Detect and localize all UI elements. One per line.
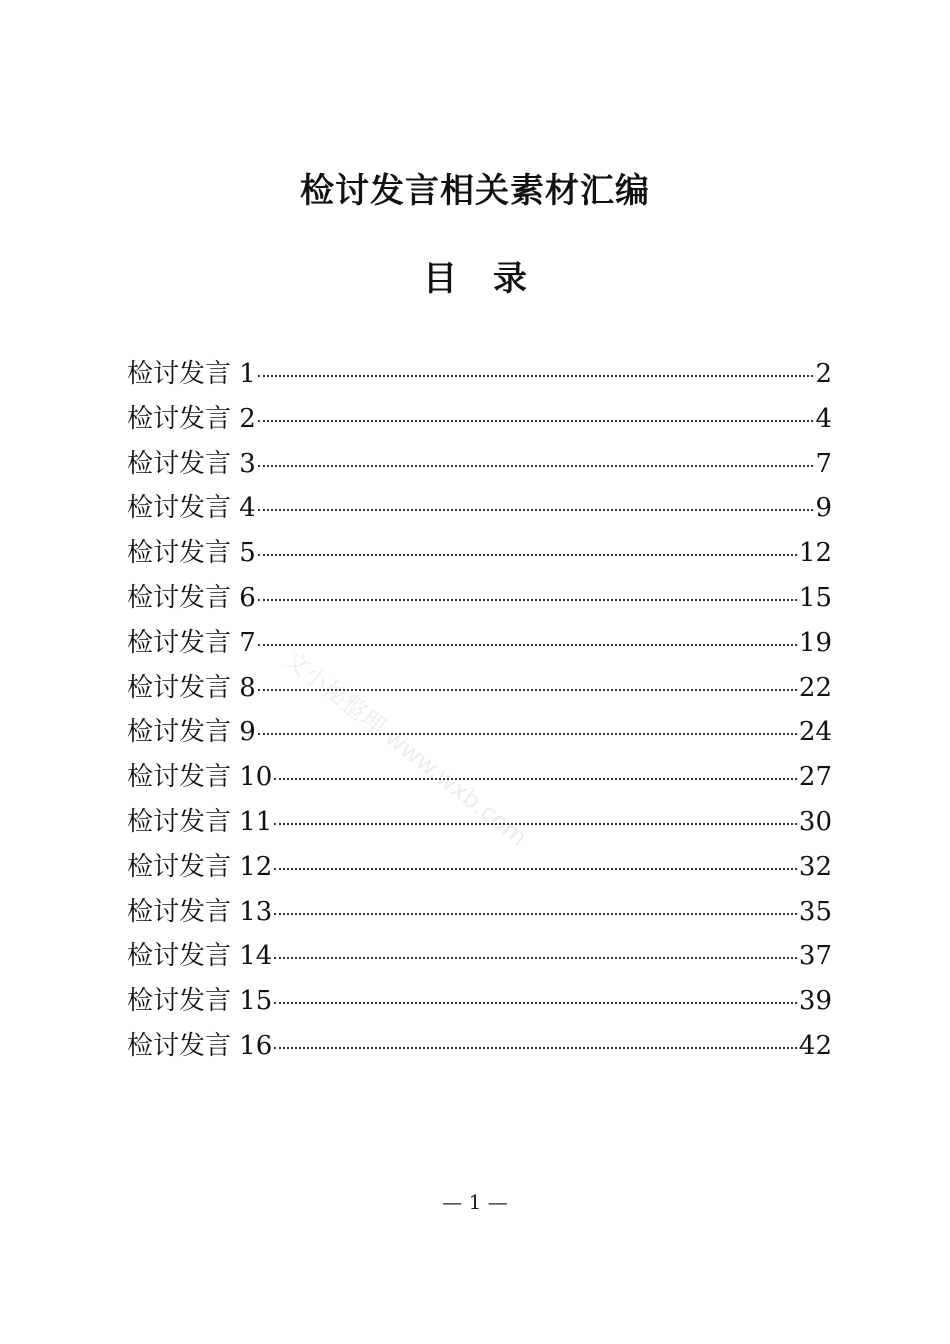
toc-entry[interactable] [127,352,832,397]
toc-entry-page: 39 [798,986,832,1017]
toc-entry-label: 检讨发言 9 [127,717,256,748]
toc-entry[interactable] [127,531,832,576]
toc-entry[interactable] [127,800,832,845]
toc-entry[interactable] [127,710,832,755]
toc-leader-dots [258,689,797,691]
toc-leader-dots [274,957,797,959]
toc-entry[interactable] [127,845,832,890]
toc-entry[interactable] [127,397,832,442]
toc-entry[interactable] [127,666,832,711]
toc-entry-label: 检讨发言 8 [127,672,256,703]
toc-entry[interactable] [127,486,832,531]
toc-entry-page: 42 [798,1030,832,1061]
toc-entry[interactable] [127,442,832,487]
toc-entry-page: 35 [798,896,832,927]
toc-leader-dots [258,420,814,422]
toc-entry-page: 9 [815,493,832,524]
toc-entry-page: 12 [798,538,832,569]
toc-entry-label: 检讨发言 15 [127,986,273,1017]
toc-leader-dots [274,1002,797,1004]
toc-entry[interactable] [127,576,832,621]
toc-leader-dots [274,868,797,870]
toc-heading-left: 目 [423,259,457,299]
toc-entry-label: 检讨发言 16 [127,1030,273,1061]
toc-entry[interactable] [127,979,832,1024]
toc-entry-label: 检讨发言 4 [127,493,256,524]
toc-leader-dots [258,644,797,646]
toc-entry-page: 24 [798,717,832,748]
toc-entry-page: 30 [798,806,832,837]
document-title: 检讨发言相关素材汇编 [300,171,650,211]
toc-entry-page: 37 [798,941,832,972]
toc-entry[interactable] [127,890,832,935]
toc-heading [0,256,950,302]
toc-entry-label: 检讨发言 12 [127,851,273,882]
toc-entry[interactable] [127,621,832,666]
page-number: — 1 — [442,1190,508,1214]
watermark: 文小秘整理 www.wxb.com [279,644,533,852]
toc-leader-dots [258,554,797,556]
toc-leader-dots [258,599,797,601]
toc-entry-label: 检讨发言 3 [127,448,256,479]
toc-leader-dots [274,823,797,825]
toc-entry-label: 检讨发言 2 [127,403,256,434]
toc-entry-label: 检讨发言 10 [127,762,273,793]
toc-entry-label: 检讨发言 1 [127,359,256,389]
toc-entry[interactable] [127,755,832,800]
toc-leader-dots [274,913,797,915]
toc-entry-page: 27 [798,762,832,793]
toc-leader-dots [258,375,814,377]
toc-entry-page: 15 [798,582,832,613]
toc-entry-page: 2 [815,359,832,389]
toc-entry[interactable] [127,1024,832,1069]
toc-entry-page: 19 [798,627,832,658]
toc-leader-dots [274,778,797,780]
toc-leader-dots [258,509,814,511]
toc-entry-label: 检讨发言 7 [127,627,256,658]
toc-leader-dots [258,465,814,467]
toc-entry-page: 7 [815,448,832,479]
toc-entry-label: 检讨发言 14 [127,941,273,972]
toc-leader-dots [274,1047,797,1049]
toc-entry[interactable] [127,934,832,979]
table-of-contents [127,352,832,1069]
toc-entry-page: 32 [798,851,832,882]
toc-entry-label: 检讨发言 5 [127,538,256,569]
toc-heading-right: 录 [493,259,527,299]
toc-entry-page: 4 [815,403,832,434]
toc-entry-label: 检讨发言 13 [127,896,273,927]
toc-leader-dots [258,733,797,735]
toc-entry-label: 检讨发言 6 [127,582,256,613]
toc-entry-label: 检讨发言 11 [127,806,273,837]
toc-entry-page: 22 [798,672,832,703]
